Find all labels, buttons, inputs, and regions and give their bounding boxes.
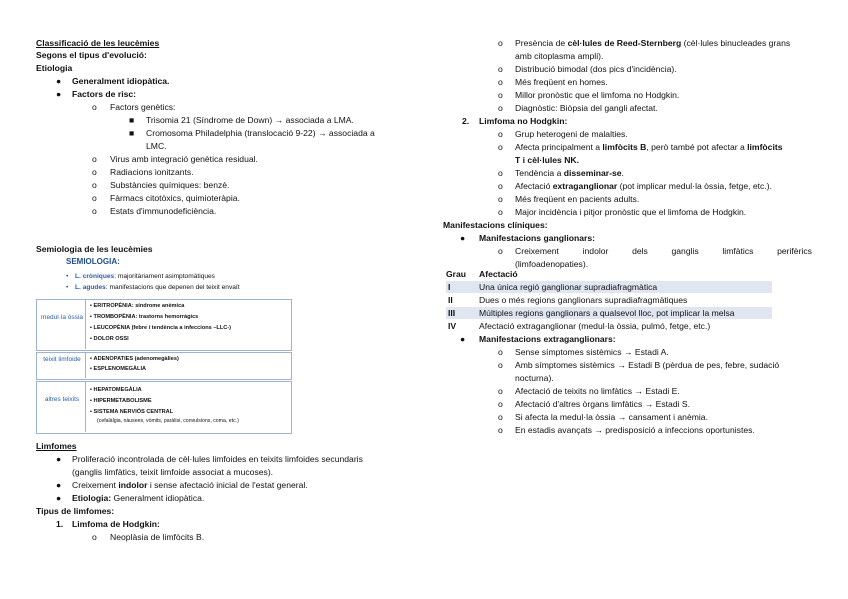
circle-bullet-icon: o: [498, 103, 503, 113]
list-item-text: Més freqüent en homes.: [515, 77, 608, 87]
header-grau: Grau: [446, 269, 467, 279]
semiologia-item: ▪ HIPERMETABOLISME: [90, 398, 152, 404]
bullet-icon: ●: [56, 480, 62, 490]
divider: [85, 352, 86, 378]
list-item-text: nocturna).: [515, 373, 554, 383]
list-item-text: Afectació d'altres òrgans limfàtics → Estadi S.: [515, 399, 691, 409]
bullet-icon: ●: [56, 454, 62, 464]
circle-bullet-icon: o: [498, 246, 503, 256]
circle-bullet-icon: o: [498, 64, 503, 74]
circle-bullet-icon: o: [498, 77, 503, 87]
circle-bullet-icon: o: [92, 206, 97, 216]
list-item-text: Amb símptomes sistèmics → Estadi B (pèrdua de pes, febre, sudació: [515, 360, 780, 370]
subheading-etiologia: Etiologia: [36, 63, 73, 73]
list-item: [56, 75, 61, 88]
list-item-text: (ganglis limfàtics, teixit limfoide associat a mucoses).: [72, 467, 274, 477]
list-item-text: Afecta principalment a limfòcits B, però també pot afectar a limfòcits: [515, 142, 783, 152]
list-item-text: Trisomia 21 (Síndrome de Down) → associada a LMA.: [146, 115, 354, 125]
bullet-icon: ●: [56, 89, 62, 99]
list-item-text: Si afecta la medul·la òssia → cansament i anèmia.: [515, 412, 708, 422]
square-bullet-icon: ■: [129, 115, 135, 125]
semiologia-heading: SEMIOLOGIA:: [66, 257, 120, 266]
semiologia-item: (cefalàlgia, nàusees, vòmits, paràlisi, convulsions, coma, etc.): [97, 418, 239, 424]
table-row: I Una única regió ganglionar supradiafragmàtica: [446, 281, 772, 293]
circle-bullet-icon: o: [92, 180, 97, 190]
divider: [85, 381, 86, 432]
list-item-text: Sense símptomes sistèmics → Estadi A.: [515, 347, 669, 357]
circle-bullet-icon: o: [498, 168, 503, 178]
list-item-text: Cromosoma Philadelphia (translocació 9-22) → associada a: [146, 128, 375, 138]
list-item-text: Factors genètics:: [110, 102, 176, 112]
subheading-evolucio: Segons el tipus d'evolució:: [36, 50, 147, 60]
table-row: III Múltiples regions ganglionars a qualsevol lloc, pot implicar la melsa: [446, 307, 772, 319]
table-row: II Dues o més regions ganglionars supradiafragmàtiques: [448, 295, 688, 305]
semiologia-box-altres: [36, 381, 292, 434]
list-item-text: En estadis avançats → predisposició a infeccions oportunistes.: [515, 425, 755, 435]
circle-bullet-icon: o: [498, 181, 503, 191]
circle-bullet-icon: o: [498, 347, 503, 357]
list-item-text: (limfoadenopaties).: [515, 259, 589, 269]
list-number: 1.: [56, 519, 64, 529]
list-item-text: Manifestacions ganglionars:: [479, 233, 596, 243]
header-afectacio: Afectació: [479, 269, 518, 279]
box-label: teixit limfoide: [43, 356, 81, 363]
list-item-text: Diagnòstic: Biòpsia del gangli afectat.: [515, 103, 658, 113]
semiologia-item: ▪ LEUCOPÈNIA (febre i tendència a infeccions –LLC-): [90, 325, 232, 331]
circle-bullet-icon: o: [498, 412, 503, 422]
table-header: [446, 268, 772, 280]
circle-bullet-icon: o: [498, 207, 503, 217]
list-item-text: Generalment idiopàtica.: [72, 76, 170, 86]
circle-bullet-icon: o: [498, 129, 503, 139]
semiologia-item: ▪ HEPATOMEGÀLIA: [90, 387, 142, 393]
list-item-text: Estats d'immunodeficiència.: [110, 206, 217, 216]
bullet-icon: ●: [460, 334, 466, 344]
circle-bullet-icon: o: [498, 425, 503, 435]
circle-bullet-icon: o: [92, 532, 97, 542]
list-item: [56, 88, 61, 101]
circle-bullet-icon: o: [498, 38, 503, 48]
box-label: medul·la òssia: [41, 314, 83, 321]
circle-bullet-icon: o: [92, 193, 97, 203]
list-item-text: Manifestacions extraganglionars:: [479, 334, 616, 344]
semiologia-item: ▪ ESPLENOMEGÀLIA: [90, 366, 147, 372]
list-item-text: amb citoplasma ampli).: [515, 51, 604, 61]
list-item-text: Creixement indolor i sense afectació inicial de l'estat general.: [72, 480, 308, 490]
list-item-text: Virus amb integració genètica residual.: [110, 154, 258, 164]
list-item-text: Fàrmacs citotòxics, quimioteràpia.: [110, 193, 240, 203]
list-item-text: Millor pronòstic que el limfoma no Hodgkin.: [515, 90, 680, 100]
bullet-icon: ●: [56, 493, 62, 503]
list-item-text: Grup heterogeni de malalties.: [515, 129, 628, 139]
circle-bullet-icon: o: [498, 386, 503, 396]
list-item-text: Factors de risc:: [72, 89, 136, 99]
semiologia-item: ▪ DOLOR OSSI: [90, 336, 129, 342]
semiologia-cronica: L. cròniques: majoritàriament asimptomàtiques: [75, 273, 215, 280]
circle-bullet-icon: o: [498, 194, 503, 204]
semiologia-item: ▪ ADENOPATIES (adenomegàlies): [90, 356, 179, 362]
semiologia-item: ▪ ERITROPÈNIA: síndrome anèmica: [90, 303, 185, 309]
list-item-text: Etiologia: Generalment idiopàtica.: [72, 493, 205, 503]
square-bullet-icon: ■: [129, 128, 135, 138]
list-item-text: Presència de cèl·lules de Reed-Sternberg (cèl·lules binucleades grans: [515, 38, 791, 48]
circle-bullet-icon: o: [498, 399, 503, 409]
semiologia-aguda: L. agudes: manifestacions que depenen del teixit envaït: [75, 284, 240, 291]
list-item-text: Afectació extraganglionar (pot implicar medul·la òssia, fetge, etc.).: [515, 181, 772, 191]
section-title-limfomes: Limfomes: [36, 441, 77, 451]
list-item-text: Més freqüent en pacients adults.: [515, 194, 640, 204]
divider: [85, 299, 86, 349]
table-row: IV Afectació extraganglionar (medul·la òssia, pulmó, fetge, etc.): [448, 321, 711, 331]
subheading-tipus: Tipus de limfomes:: [36, 506, 115, 516]
list-item-text: Distribució bimodal (dos pics d'incidència).: [515, 64, 677, 74]
list-item-text: Limfoma de Hodgkin:: [72, 519, 160, 529]
list-item-text: Neoplàsia de limfòcits B.: [110, 532, 205, 542]
justified-line: Creixement indolor dels ganglis limfàtics perifèrics: [515, 246, 812, 256]
list-item-text: Limfoma no Hodgkin:: [479, 116, 568, 126]
list-item-text: Tendència a disseminar-se.: [515, 168, 624, 178]
circle-bullet-icon: o: [498, 360, 503, 370]
circle-bullet-icon: o: [92, 102, 97, 112]
bullet-icon: ●: [56, 76, 62, 86]
subheading-manifestacions: Manifestacions clíniques:: [443, 220, 548, 230]
list-item-text: T i cèl·lules NK.: [515, 155, 579, 165]
circle-bullet-icon: o: [498, 142, 503, 152]
list-item-text: Proliferació incontrolada de cèl·lules limfoides en teixits limfoides secundaris: [72, 454, 363, 464]
circle-bullet-icon: o: [92, 154, 97, 164]
semiologia-item: ▪ TROMBOPÈNIA: trastorns hemorràgics: [90, 314, 199, 320]
section-title-semiologia: Semiologia de les leucèmies: [36, 244, 153, 254]
circle-bullet-icon: o: [92, 167, 97, 177]
list-item-text: Substàncies químiques: benzè.: [110, 180, 230, 190]
list-number: 2.: [462, 116, 470, 126]
bullet-icon: •: [66, 273, 69, 280]
list-item-text: LMC.: [146, 141, 167, 151]
bullet-icon: ●: [460, 233, 466, 243]
list-item-text: Afectació de teixits no limfàtics → Estadi E.: [515, 386, 680, 396]
box-label: altres teixits: [44, 396, 80, 403]
circle-bullet-icon: o: [498, 90, 503, 100]
semiologia-item: ▪ SISTEMA NERVIÓS CENTRAL: [90, 409, 174, 415]
list-item-text: Major incidència i pitjor pronòstic que el limfoma de Hodgkin.: [515, 207, 747, 217]
list-item-text: Radiacions ionitzants.: [110, 167, 194, 177]
section-title-classificacio: Classificació de les leucèmies: [36, 38, 160, 48]
bullet-icon: •: [66, 284, 69, 291]
